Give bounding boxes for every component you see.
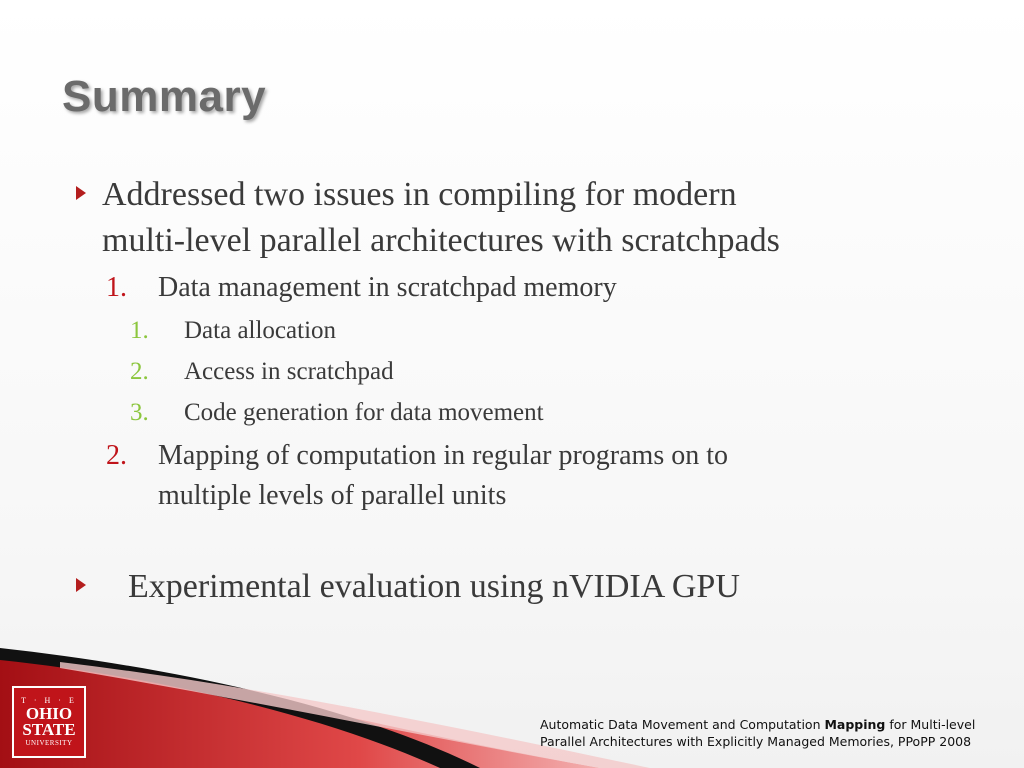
item-text-line-2: multiple levels of parallel units — [158, 480, 507, 511]
logo-state: STATE — [22, 720, 76, 739]
sub-item-number: 1. — [130, 317, 149, 344]
sub-item-3 — [130, 396, 544, 430]
bullet-arrow-icon — [76, 578, 86, 592]
logo-ohio: OHIO — [25, 704, 73, 723]
sub-item-text: Code generation for data movement — [184, 399, 544, 426]
sub-item-number: 2. — [130, 358, 149, 385]
bullet-arrow-icon — [76, 186, 86, 200]
footer-line-1 — [540, 716, 1020, 733]
sub-item-1 — [130, 314, 336, 348]
footer-line-1-bold: Mapping — [824, 717, 886, 732]
footer-citation — [540, 716, 1020, 750]
numbered-item-1 — [106, 268, 617, 308]
bullet-2-text: Experimental evaluation using nVIDIA GPU — [128, 568, 740, 605]
sub-item-text: Access in scratchpad — [184, 358, 394, 385]
numbered-item-2 — [106, 436, 728, 516]
item-text-line-1: Mapping of computation in regular programs on to — [158, 440, 728, 471]
item-number: 1. — [106, 272, 127, 303]
sub-item-text: Data allocation — [184, 317, 337, 344]
slide-title: Summary — [62, 72, 267, 121]
footer-line-1-post: for Multi-level — [885, 717, 976, 732]
sub-item-2 — [130, 355, 394, 389]
footer-line-1-pre: Automatic Data Movement and Computation — [540, 717, 825, 732]
sub-item-number: 3. — [130, 399, 149, 426]
bullet-1 — [76, 172, 780, 264]
bullet-1-line-2: multi-level parallel architectures with scratchpads — [102, 222, 780, 259]
item-text: Data management in scratchpad memory — [158, 272, 617, 303]
bullet-2 — [76, 564, 740, 610]
logo-the: T · H · E — [21, 696, 77, 705]
logo-university: UNIVERSITY — [25, 739, 73, 747]
bullet-1-line-1: Addressed two issues in compiling for modern — [102, 176, 737, 213]
ohio-state-logo — [12, 686, 86, 758]
item-number: 2. — [106, 440, 127, 471]
footer-line-2: Parallel Architectures with Explicitly Managed Memories, PPoPP 2008 — [540, 734, 972, 749]
